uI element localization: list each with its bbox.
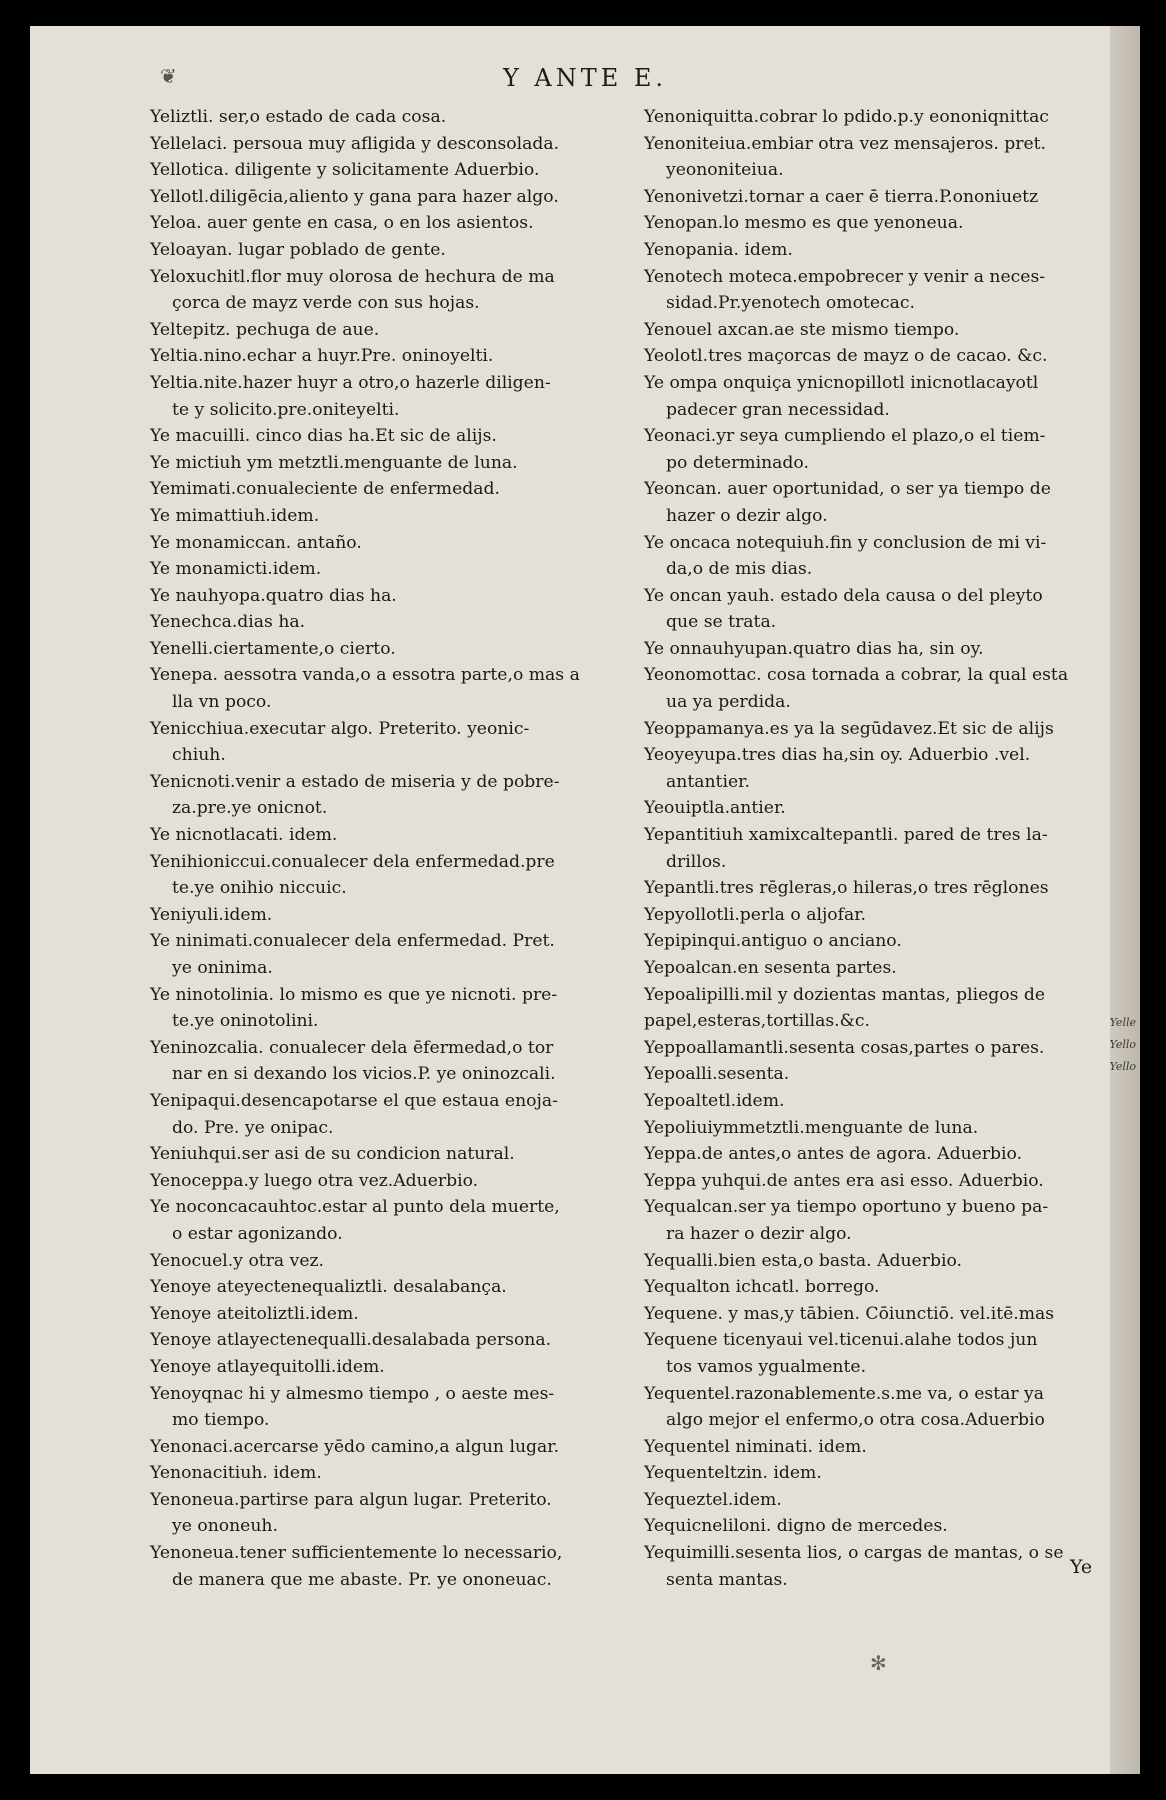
dictionary-line: hazer o dezir algo. — [666, 505, 828, 526]
dictionary-line: Yequene. y mas,y tābien. Cōiunctiō. vel.itē.mas — [644, 1303, 1055, 1324]
dictionary-line: Yenicchiua.executar algo. Preterito. yeonic- — [150, 718, 530, 739]
dictionary-line: çorca de mayz verde con sus hojas. — [172, 293, 480, 314]
dictionary-line: Yequene ticenyaui vel.ticenui.alahe todos jun — [644, 1330, 1038, 1351]
dictionary-line: te y solicito.pre.oniteyelti. — [172, 399, 400, 420]
dictionary-line: Yenoye ateitoliztli.idem. — [150, 1303, 359, 1324]
dictionary-line: Yellotica. diligente y solicitamente Aduerbio. — [150, 160, 540, 181]
dictionary-line: Yenicnoti.venir a estado de miseria y de pobre- — [150, 771, 560, 792]
dictionary-line: Yeloayan. lugar poblado de gente. — [150, 239, 446, 260]
dictionary-line: que se trata. — [666, 612, 777, 633]
dictionary-line: sidad.Pr.yenotech omotecac. — [666, 293, 915, 314]
dictionary-line: Yeltia.nino.echar a huyr.Pre. oninoyelti. — [150, 346, 494, 367]
dictionary-line: Ye monamicti.idem. — [150, 559, 322, 580]
dictionary-line: Yenoniquitta.cobrar lo pdido.p.y eononiqnittac — [644, 107, 1049, 127]
dictionary-line: padecer gran necessidad. — [666, 399, 890, 420]
bleed-text: Yello — [1109, 1060, 1136, 1073]
dictionary-line: ua ya perdida. — [666, 692, 791, 713]
dictionary-line: Ye monamiccan. antaño. — [150, 532, 362, 553]
dictionary-line: algo mejor el enfermo,o otra cosa.Aduerbio — [666, 1410, 1045, 1431]
dictionary-line: Yepantitiuh xamixcaltepantli. pared de tres la- — [644, 825, 1048, 846]
dictionary-line: antantier. — [666, 771, 750, 792]
dictionary-line: drillos. — [666, 851, 727, 872]
dictionary-line: Yeltepitz. pechuga de aue. — [150, 319, 380, 340]
dictionary-line: o estar agonizando. — [172, 1223, 343, 1244]
dictionary-line: te.ye onihio niccuic. — [172, 878, 347, 899]
dictionary-line: Yeloa. auer gente en casa, o en los asientos. — [150, 213, 534, 234]
dictionary-line: Ye onnauhyupan.quatro dias ha, sin oy. — [644, 638, 984, 659]
dictionary-line: Yenotech moteca.empobrecer y venir a neces- — [644, 266, 1046, 287]
dictionary-line: Yequalcan.ser ya tiempo oportuno y bueno pa- — [644, 1197, 1049, 1218]
dictionary-line: Yepoalli.sesenta. — [644, 1064, 790, 1085]
header-title: Y ANTE E. — [502, 64, 668, 92]
dictionary-line: Yeloxuchitl.flor muy olorosa de hechura de ma — [150, 266, 555, 287]
dictionary-line: Yenonacitiuh. idem. — [150, 1463, 322, 1484]
dictionary-line: te.ye oninotolini. — [172, 1011, 319, 1032]
dictionary-line: Yepantli.tres rēgleras,o hileras,o tres rēglones — [644, 878, 1049, 899]
dictionary-line: Yenoniteiua.embiar otra vez mensajeros. pret. — [644, 133, 1047, 154]
dictionary-line: tos vamos ygualmente. — [666, 1356, 867, 1377]
dictionary-line: nar en si dexando los vicios.P. ye oninozcali. — [172, 1064, 556, 1085]
dictionary-line: Yequentel.razonablemente.s.me va, o estar ya — [644, 1383, 1045, 1404]
ornament-icon: ❦ — [160, 64, 181, 88]
dictionary-line: Yeltia.nite.hazer huyr a otro,o hazerle diligen- — [150, 372, 551, 393]
running-header — [30, 64, 1140, 92]
dictionary-line: Yenihioniccui.conualecer dela enfermedad.pre — [150, 851, 555, 872]
dictionary-line: Ye ninotolinia. lo mismo es que ye nicnoti. pre- — [150, 984, 558, 1005]
dictionary-line: chiuh. — [172, 745, 226, 766]
dictionary-line: Yequenteltzin. idem. — [644, 1463, 822, 1484]
dictionary-line: Yequeztel.idem. — [644, 1489, 782, 1510]
dictionary-line: Yenoye ateyectenequaliztli. desalabança. — [150, 1277, 507, 1298]
dictionary-line: Yenoneua.partirse para algun lugar. Preterito. — [150, 1489, 552, 1510]
dictionary-line: Yeoppamanya.es ya la segūdavez.Et sic de alijs — [644, 718, 1054, 739]
dictionary-line: Yenonaci.acercarse yēdo camino,a algun lugar. — [150, 1436, 560, 1457]
dictionary-line: za.pre.ye onicnot. — [172, 798, 328, 819]
bleed-text: Yelle — [1109, 1016, 1136, 1029]
dictionary-line: papel,esteras,tortillas.&c. — [644, 1011, 870, 1032]
dictionary-line: Yeliztli. ser,o estado de cada cosa. — [150, 107, 447, 127]
dictionary-line: de manera que me abaste. Pr. ye ononeuac. — [172, 1569, 552, 1590]
adjacent-page-edge — [1110, 26, 1140, 1774]
dictionary-line: Yenechca.dias ha. — [150, 612, 306, 633]
dictionary-line: Yemimati.conualeciente de enfermedad. — [150, 479, 500, 500]
dictionary-line: Yellotl.diligēcia,aliento y gana para hazer algo. — [150, 186, 559, 207]
dictionary-line: mo tiempo. — [172, 1410, 270, 1431]
dictionary-line: Yeninozcalia. conualecer dela ēfermedad,o tor — [150, 1037, 554, 1058]
catchword: Ye — [1070, 1556, 1093, 1578]
right-column — [644, 104, 1122, 1593]
dictionary-line: Yenoye atlayequitolli.idem. — [150, 1356, 385, 1377]
dictionary-line: Ye nauhyopa.quatro dias ha. — [150, 585, 397, 606]
dictionary-line: Yeolotl.tres maçorcas de mayz o de cacao. &c. — [644, 346, 1048, 367]
dictionary-line: Yeppa.de antes,o antes de agora. Aduerbio. — [644, 1144, 1023, 1165]
dictionary-line: Ye ompa onquiça ynicnopillotl inicnotlacayotl — [644, 372, 1039, 393]
dictionary-line: Yenipaqui.desencapotarse el que estaua enoja- — [150, 1090, 558, 1111]
dictionary-line: Ye macuilli. cinco dias ha.Et sic de alijs. — [150, 426, 497, 447]
dictionary-line: Yenoceppa.y luego otra vez.Aduerbio. — [150, 1170, 479, 1191]
dictionary-line: Yequalton ichcatl. borrego. — [644, 1277, 880, 1298]
dictionary-line: Ye oncaca notequiuh.fin y conclusion de mi vi- — [644, 532, 1047, 553]
dictionary-line: Yellelaci. persoua muy afligida y desconsolada. — [150, 133, 560, 154]
dictionary-line: Yepoalcan.en sesenta partes. — [644, 958, 897, 978]
dictionary-line: Yeoyeyupa.tres dias ha,sin oy. Aduerbio .vel. — [644, 745, 1031, 766]
dictionary-line: Yeniuhqui.ser asi de su condicion natural. — [150, 1144, 515, 1165]
dictionary-line: Yenoye atlayectenequalli.desalabada persona. — [150, 1330, 552, 1351]
dictionary-line: Yequentel niminati. idem. — [644, 1436, 867, 1457]
dictionary-line: Yenocuel.y otra vez. — [150, 1250, 325, 1271]
dictionary-line: Yeonomottac. cosa tornada a cobrar, la qual esta — [644, 665, 1069, 686]
dictionary-line: Yenopania. idem. — [644, 239, 793, 260]
dictionary-line: Yeppoallamantli.sesenta cosas,partes o pares. — [644, 1037, 1045, 1058]
dictionary-line: ra hazer o dezir algo. — [666, 1223, 852, 1244]
dictionary-line: Yequimilli.sesenta lios, o cargas de mantas, o se — [644, 1543, 1064, 1564]
dictionary-line: Ye oncan yauh. estado dela causa o del pleyto — [644, 585, 1043, 606]
dictionary-line: Ye mictiuh ym metztli.menguante de luna. — [150, 452, 518, 473]
dictionary-line: Yepipinqui.antiguo o anciano. — [644, 931, 902, 952]
dictionary-line: Yenopan.lo mesmo es que yenoneua. — [644, 213, 964, 234]
dictionary-line: Yequalli.bien esta,o basta. Aduerbio. — [644, 1250, 962, 1271]
dictionary-line: Ye mimattiuh.idem. — [150, 505, 320, 526]
dictionary-line: Yepoliuiymmetztli.menguante de luna. — [644, 1117, 979, 1138]
dictionary-line: Yenelli.ciertamente,o cierto. — [150, 638, 396, 659]
dictionary-line: Yenonivetzi.tornar a caer ē tierra.P.ononiuetz — [644, 186, 1039, 207]
dictionary-line: ye oninima. — [172, 958, 273, 978]
dictionary-line: Yepyollotli.perla o aljofar. — [644, 904, 867, 925]
dictionary-line: Ye ninimati.conualecer dela enfermedad. Pret. — [150, 931, 555, 952]
left-column — [150, 104, 640, 1593]
dictionary-line: do. Pre. ye onipac. — [172, 1117, 334, 1138]
dictionary-line: Ye nicnotlacati. idem. — [150, 825, 338, 846]
dictionary-line: Yeoncan. auer oportunidad, o ser ya tiempo de — [644, 479, 1051, 500]
dictionary-line: Yenouel axcan.ae ste mismo tiempo. — [644, 319, 960, 340]
dictionary-line: Yenepa. aessotra vanda,o a essotra parte,o mas a — [150, 665, 580, 686]
dictionary-line: Yequicneliloni. digno de mercedes. — [644, 1516, 948, 1537]
dictionary-line: ye ononeuh. — [172, 1516, 278, 1537]
bleed-text: Yello — [1109, 1038, 1136, 1051]
dictionary-line: Yenoyqnac hi y almesmo tiempo , o aeste mes- — [150, 1383, 555, 1404]
dictionary-line: Yenoneua.tener sufficientemente lo necessario, — [150, 1543, 563, 1564]
dictionary-line: da,o de mis dias. — [666, 559, 813, 580]
dictionary-line: Yeppa yuhqui.de antes era asi esso. Aduerbio. — [644, 1170, 1044, 1191]
dictionary-line: Yepoalipilli.mil y dozientas mantas, pliegos de — [644, 984, 1046, 1005]
dictionary-line: Ye noconcacauhtoc.estar al punto dela muerte, — [150, 1197, 560, 1218]
dictionary-line: senta mantas. — [666, 1569, 788, 1590]
dictionary-line: Yepoaltetl.idem. — [644, 1090, 785, 1111]
dictionary-line: po determinado. — [666, 452, 809, 473]
dictionary-line: Yeniyuli.idem. — [150, 904, 273, 925]
dictionary-line: yeononiteiua. — [666, 160, 784, 181]
book-page — [30, 26, 1140, 1774]
dictionary-line: Yeonaci.yr seya cumpliendo el plazo,o el tiem- — [644, 426, 1046, 447]
dictionary-line: lla vn poco. — [172, 692, 272, 713]
ink-stain-icon: ✻ — [870, 1651, 887, 1675]
dictionary-line: Yeouiptla.antier. — [644, 798, 786, 819]
